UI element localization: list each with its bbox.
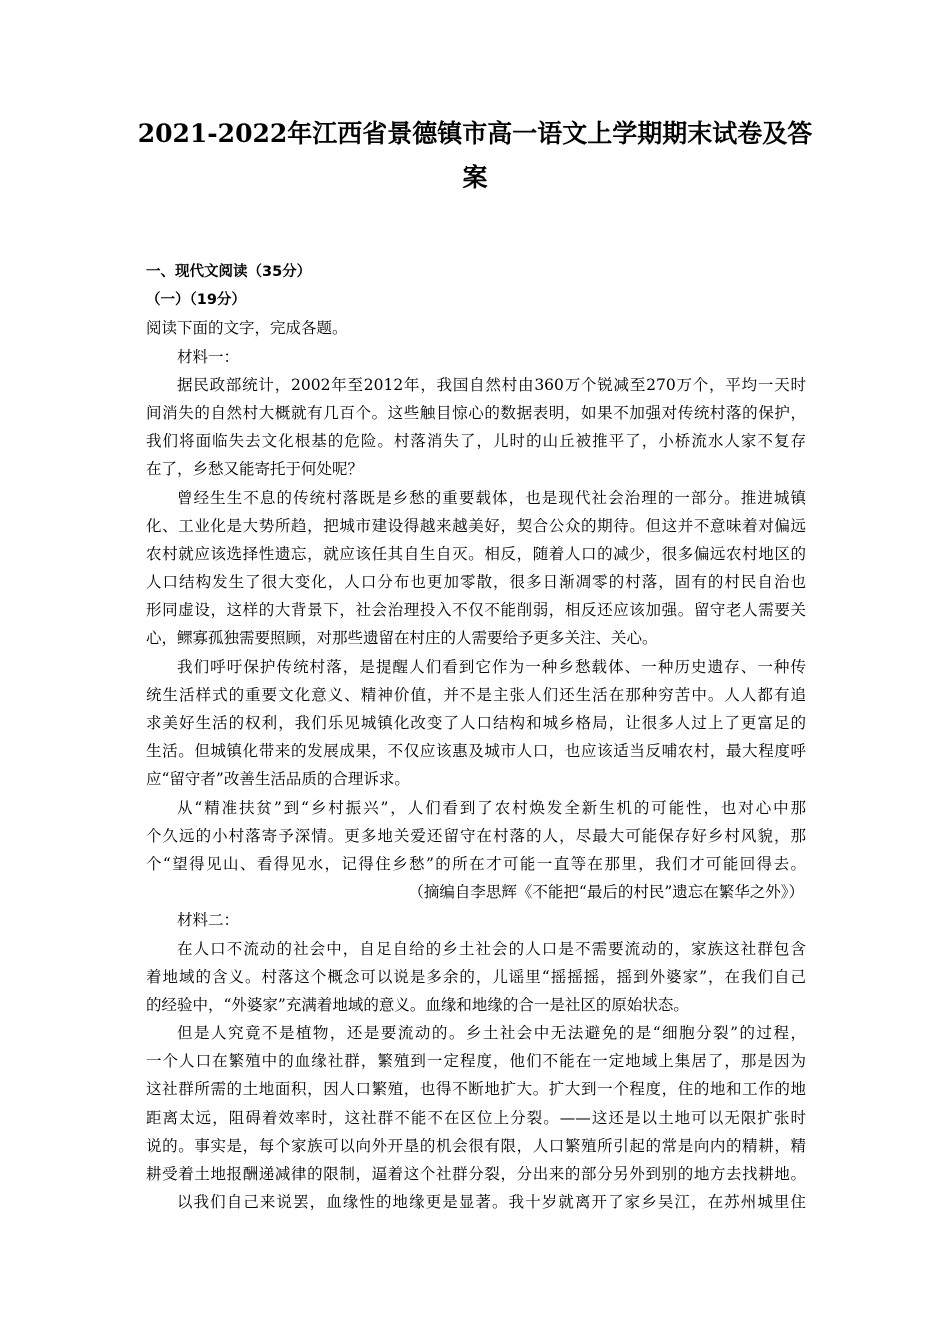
material-label: 材料一： [177, 347, 240, 366]
paragraph-line: 人口结构发生了很大变化，人口分布也更加零散，很多日渐凋零的村落，固有的村民自治也 [146, 573, 806, 592]
paragraph-line: 应“留守者”改善生活品质的合理诉求。 [146, 770, 410, 789]
paragraph-line: 但是人究竟不是植物，还是要流动的。乡土社会中无法避免的是“细胞分裂”的过程， [177, 1024, 806, 1043]
paragraph-line: 着地域的含义。村落这个概念可以说是多余的，儿谣里“摇摇摇，摇到外婆家”，在我们自己 [146, 967, 806, 986]
document-body [146, 258, 806, 1216]
paragraph-line: 在了，乡愁又能寄托于何处呢？ [146, 460, 364, 479]
paragraph-line: 一个人口在繁殖中的血缘社群，繁殖到一定程度，他们不能在一定地域上集居了，那是因为 [146, 1052, 806, 1071]
paragraph-line: 统生活样式的重要文化意义、精神价值，并不是主张人们还生活在那种穷苦中。人人都有追 [146, 685, 806, 704]
paragraph-line: 生活。但城镇化带来的发展成果，不仅应该惠及城市人口，也应该适当反哺农村，最大程度呼 [146, 742, 806, 761]
paragraph-line: 距离太远，阻碍着效率时，这社群不能不在区位上分裂。——这还是以土地可以无限扩张时 [146, 1108, 806, 1127]
title-line-1: 2021-2022年江西省景德镇市高一语文上学期期末试卷及答 [137, 119, 813, 148]
paragraph-line: 这社群所需的土地面积，因人口繁殖，也得不断地扩大。扩大到一个程度，住的地和工作的地 [146, 1080, 806, 1099]
paragraph-line: 我们将面临失去文化根基的危险。村落消失了，儿时的山丘被推平了，小桥流水人家不复存 [146, 432, 806, 451]
paragraph-line: 在人口不流动的社会中，自足自给的乡土社会的人口是不需要流动的，家族这社群包含 [177, 939, 806, 958]
paragraph-line: 的经验中，“外婆家”充满着地域的意义。血缘和地缘的合一是社区的原始状态。 [146, 995, 689, 1014]
paragraph-line: 我们呼吁保护传统村落，是提醒人们看到它作为一种乡愁载体、一种历史遗存、一种传 [177, 657, 806, 676]
paragraph-line: 间消失的自然村大概就有几百个。这些触目惊心的数据表明，如果不加强对传统村落的保护， [146, 403, 806, 422]
paragraph-line: 化、工业化是大势所趋，把城市建设得越来越美好，契合公众的期待。但这并不意味着对偏远 [146, 516, 806, 535]
paragraph-line: 从“精准扶贫”到“乡村振兴”，人们看到了农村焕发全新生机的可能性，也对心中那 [177, 798, 806, 817]
paragraph-line: 个“望得见山、看得见水，记得住乡愁”的所在才可能一直等在那里，我们才可能回得去。 [146, 854, 806, 873]
paragraph-line: 心，鳏寡孤独需要照顾，对那些遗留在村庄的人需要给予更多关注、关心。 [146, 629, 658, 648]
material-label: 材料二： [177, 911, 240, 930]
title-line-2: 案 [462, 163, 488, 192]
subsection-heading: （一）（19分） [146, 292, 246, 309]
instruction-text: 阅读下面的文字，完成各题。 [146, 319, 348, 338]
paragraph-line: 求美好生活的权利，我们乐见城镇化改变了人口结构和城乡格局，让很多人过上了更富足的 [146, 714, 806, 732]
paragraph-line: 说的。事实是，每个家族可以向外开垦的机会很有限，人口繁殖所引起的常是向内的精耕，精 [146, 1136, 806, 1155]
paragraph-line: 形同虚设，这样的大背景下，社会治理投入不仅不能削弱，相反还应该加强。留守老人需要关 [146, 601, 806, 620]
document-title [120, 112, 830, 200]
source-citation: （摘编自李思辉《不能把“最后的村民”遗忘在繁华之外》） [408, 883, 804, 902]
paragraph-line: 农村就应该选择性遗忘，就应该任其自生自灭。相反，随着人口的减少，很多偏远农村地区的 [146, 544, 806, 563]
section-heading: 一、现代文阅读（35分） [146, 264, 312, 280]
paragraph-line: 据民政部统计，2002年至2012年，我国自然村由360万个锐减至270万个，平均一天时 [177, 375, 806, 394]
paragraph-line: 个久远的小村落寄予深情。更多地关爱还留守在村落的人，尽最大可能保存好乡村风貌，那 [146, 826, 806, 845]
paragraph-line: 以我们自己来说罢，血缘性的地缘更是显著。我十岁就离开了家乡吴江，在苏州城里住 [177, 1193, 806, 1212]
paragraph-line: 曾经生生不息的传统村落既是乡愁的重要载体，也是现代社会治理的一部分。推进城镇 [177, 488, 806, 507]
paragraph-line: 耕受着土地报酬递减律的限制，逼着这个社群分裂，分出来的部分另外到别的地方去找耕地。 [146, 1165, 806, 1183]
